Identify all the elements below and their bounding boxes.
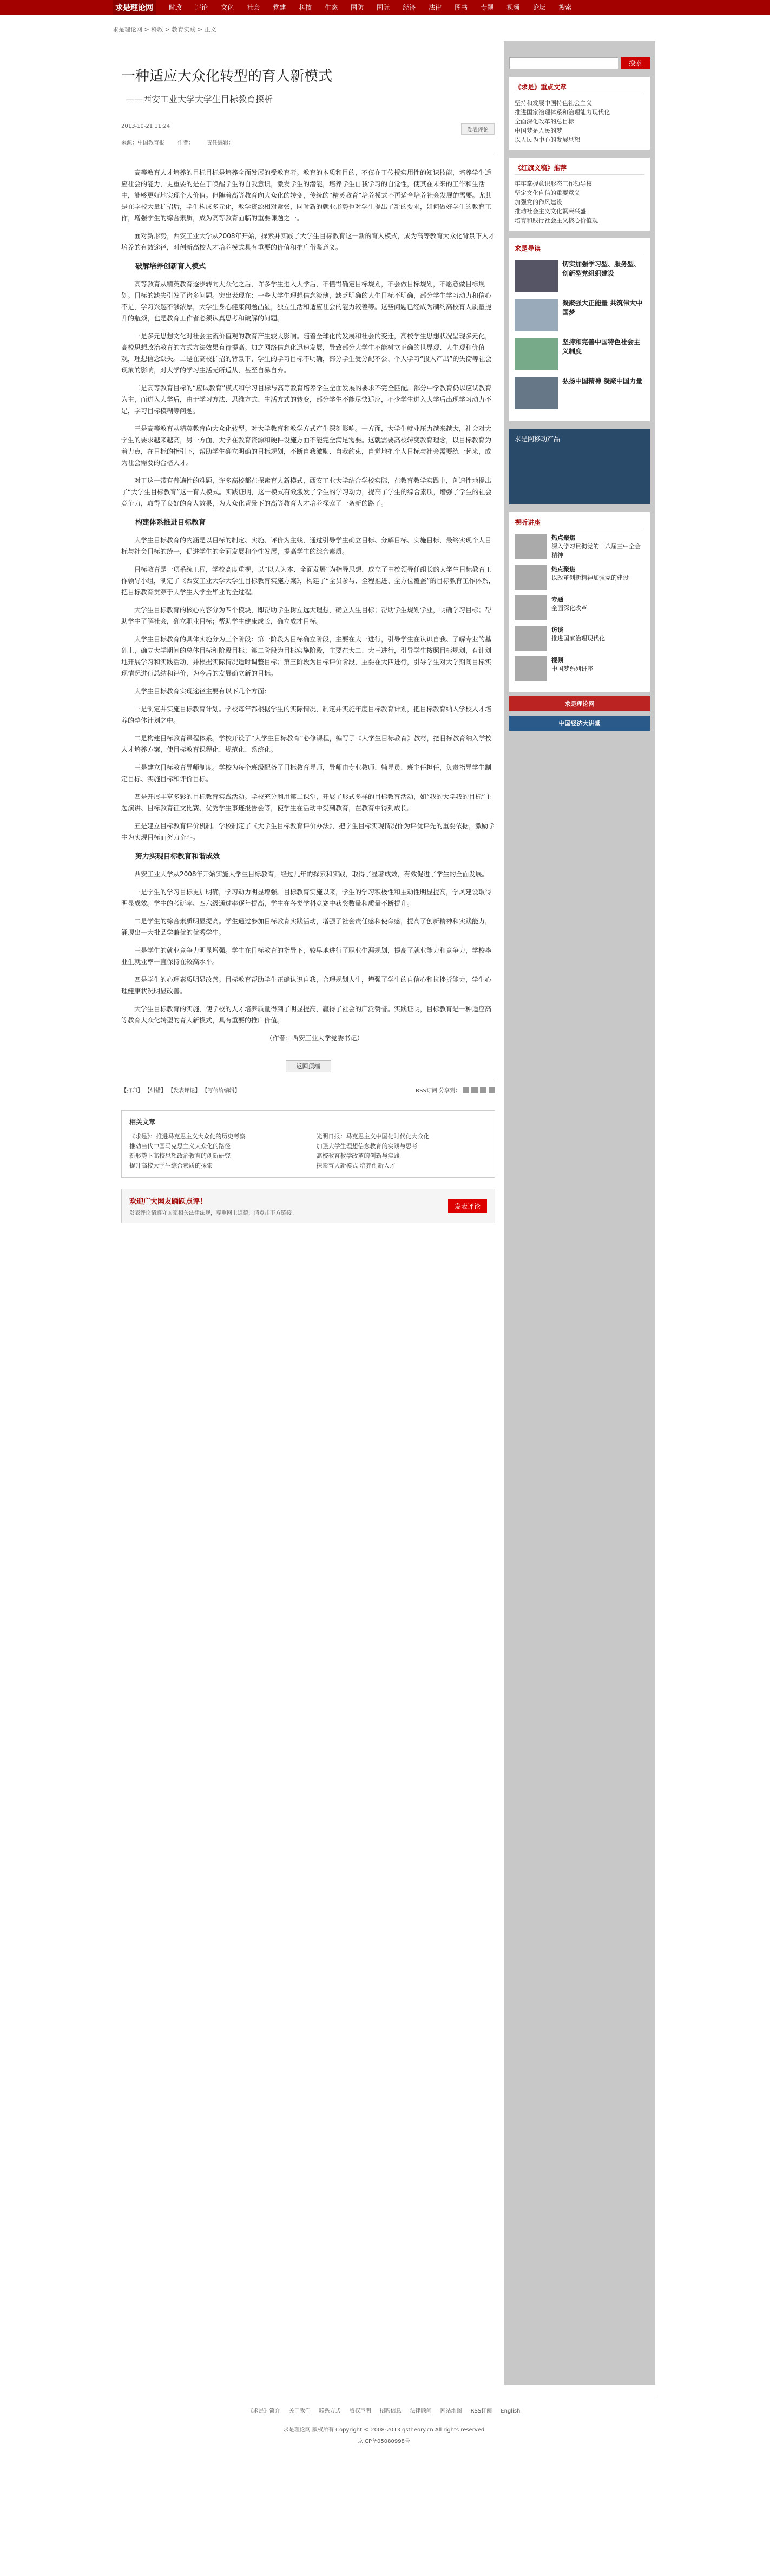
- nav-item[interactable]: 时政: [169, 4, 182, 11]
- video-item[interactable]: [515, 565, 644, 590]
- video-item[interactable]: [515, 626, 644, 651]
- guide-item[interactable]: [515, 299, 644, 331]
- block-title: 《红旗文稿》推荐: [515, 163, 644, 175]
- related-col-1: [129, 1132, 300, 1171]
- paragraph: 大学生目标教育实现途径主要有以下几个方面：: [134, 687, 271, 695]
- video-thumbnail[interactable]: [515, 534, 547, 559]
- related-articles: [121, 1110, 495, 1178]
- thumbnail-image[interactable]: [515, 299, 558, 331]
- paragraph: 面对新形势，西安工业大学从2008年开始，探索并实践了大学生目标教育这一新的育人模式，成为高等教育大众化背景下人才培养的有效途径，对创新高校人才培养模式具有重要的价值和推广借鉴意义。: [121, 232, 495, 251]
- video-category: 热点聚焦: [551, 566, 575, 573]
- footer-link[interactable]: 法律顾问: [410, 2408, 432, 2414]
- share-icon[interactable]: [489, 1087, 495, 1093]
- page-subtitle: ——西安工业大学大学生目标教育探析: [126, 94, 273, 104]
- nav-item[interactable]: 生态: [325, 4, 338, 11]
- video-text: [551, 656, 593, 681]
- video-category: 视频: [551, 657, 563, 664]
- thumbnail-image[interactable]: [515, 377, 558, 409]
- sidebar-link[interactable]: 以人民为中心的发展思想: [515, 136, 580, 143]
- icp-number: 京ICP备05080998号: [358, 2439, 410, 2444]
- video-thumbnail[interactable]: [515, 565, 547, 590]
- video-title: 以改革创新精神加强党的建设: [551, 574, 629, 581]
- share-bar: [416, 1086, 495, 1094]
- paragraph: 高等教育人才培养的目标目标是培养全面发展的受教育者。教育的本质和目的，不仅在于传授实用性的知识技能，培养学生适应社会的能力，更重要的是在于唤醒学生的自我意识，激发学生的潜能，培养学生自我学习的自觉性，使其在未来的工作和生活中，能够更好地实现个人价值。但随着高等教育向大众化的转变，传统的“精英教育”培养模式不再适合培养社会发展的需要。尤其是在学校大量扩招后，学生构成多元化，教学资源相对紧张，同时新的就业形势也对学生提出了新的要求，如何做好学生的教育工作，增强学生的综合素质，成为高等教育面临的重要课题之一。: [121, 169, 492, 222]
- paragraph: 一是多元思想文化对社会主流价值观的教育产生较大影响。随着全球化的发展和社会的变迁，高校学生思想状况呈现多元化，高校思想政治教育的方式方法效果有待提高。加之网络信息化迅速发展，导致部分大学生不能树立正确的世界观、人生观和价值观，理想信念缺失。二是在高校扩招的背景下，学生的学习目标不明确，部分学生受分配不公、个人学习“投入产出”的失衡等社会现象的影响，对大学的学习生活无所适从，甚至自暴自弃。: [121, 332, 492, 374]
- footer-links: [113, 2406, 655, 2414]
- paragraph: 五是建立目标教育评价机制。学校制定了《大学生目标教育评价办法》，把学生目标实现情况作为评优评先的重要依据，激励学生为实现目标而努力奋斗。: [121, 822, 495, 841]
- comment-button[interactable]: 发表评论: [461, 123, 495, 135]
- paragraph: 对于这一带有普遍性的难题，许多高校都在探索育人新模式，西安工业大学结合学校实际，在教育教学实践中，创造性地提出了“大学生目标教育”这一育人模式。实践证明，这一模式有效激发了学生的学习动力，提高了学生的综合素质，增强了学生的社会竞争力，取得了良好的育人效果，为大众化背景下的高等教育人才培养探索了一条新的路子。: [121, 477, 492, 507]
- paragraph: 高等教育从精英教育逐步转向大众化之后，许多学生进入大学后，不懂得确定目标规划，不会做目标规划，不愿意做目标规划。目标的缺失引发了诸多问题。突出表现在：一些大学生理想信念淡薄，缺乏明确的人生目标不明确，部分学生学习动力和信心不足，学习兴趣不够浓厚，大学生身心健康问题凸显，独立生活和适应社会的能力较差等。这些问题已经成为制约高校育人质量提升的瓶颈，也是教育工作者必须认真思考和破解的问题。: [121, 280, 492, 322]
- breadcrumb[interactable]: 求是理论网 > 科教 > 教育实践 > 正文: [113, 26, 216, 33]
- paragraph: 大学生目标教育的实施，使学校的人才培养质量得到了明显提高，赢得了社会的广泛赞誉。实践证明，目标教育是一种适应高等教育大众化转型的育人新模式，具有重要的推广价值。: [121, 1005, 492, 1024]
- video-category: 专题: [551, 596, 563, 603]
- article-tools: [121, 1081, 495, 1094]
- guide-item[interactable]: [515, 377, 644, 409]
- nav-item[interactable]: 搜索: [558, 4, 572, 11]
- article-source: [121, 138, 504, 146]
- related-link[interactable]: 光明日报：马克思主义中国化时代化大众化: [316, 1133, 430, 1140]
- video-text: [551, 534, 644, 560]
- sidebar-link[interactable]: 加强党的作风建设: [515, 199, 562, 206]
- guide-item[interactable]: [515, 260, 644, 292]
- banner[interactable]: 中国经济大讲堂: [509, 716, 650, 731]
- nav-item[interactable]: 视频: [506, 4, 520, 11]
- video-title: 全面深化改革: [551, 605, 587, 612]
- share-label: RSS订阅 分享到：: [416, 1088, 460, 1094]
- sidebar-link[interactable]: 坚持和发展中国特色社会主义: [515, 100, 592, 107]
- video-text: [551, 626, 605, 651]
- footer-link[interactable]: 《求是》简介: [247, 2408, 280, 2414]
- article-body: [121, 167, 495, 1044]
- related-col-2: [317, 1132, 488, 1171]
- promo-label: 求是网移动产品: [515, 435, 561, 443]
- thumbnail-image[interactable]: [515, 338, 558, 370]
- comment-sub: 发表评论请遵守国家相关法律法规，尊重网上道德，请点击下方链接。: [129, 1210, 297, 1216]
- paragraph: 三是学生的就业竞争力明显增强。学生在目标教育的指导下，较早地进行了职业生涯规划，提高了就业能力和竞争力，学校毕业生就业率一直保持在较高水平。: [121, 947, 492, 966]
- article-date: 2013-10-21 11:24: [121, 123, 170, 129]
- nav-item[interactable]: 科技: [299, 4, 312, 11]
- share-icon[interactable]: [480, 1087, 486, 1093]
- nav-item[interactable]: 党建: [273, 4, 286, 11]
- site-logo[interactable]: 求是理论网: [113, 0, 156, 15]
- search-input[interactable]: [509, 57, 618, 69]
- video-item[interactable]: [515, 656, 644, 681]
- related-link[interactable]: 高校教育教学改革的创新与实践: [316, 1152, 400, 1159]
- footer: [113, 2398, 655, 2444]
- page-title: 一种适应大众化转型的育人新模式: [121, 68, 333, 84]
- paragraph: 二是高等教育目标的“应试教育”模式和学习目标与高等教育培养学生全面发展的要求不完全匹配。部分中学教育仍以应试教育为主，而进入大学后，由于学习方法、思维方式、生活方式的转变，部分学生不能尽快适应，不少学生进入大学后出现学习动力不足，学习目标模糊等问题。: [121, 384, 492, 415]
- share-icon[interactable]: [463, 1087, 469, 1093]
- video-thumbnail[interactable]: [515, 656, 547, 681]
- source-label: 来源：中国教育报: [121, 140, 164, 146]
- guide-item-title: 弘扬中国精神 凝聚中国力量: [562, 377, 643, 385]
- tool-links[interactable]: 【打印】 【纠错】 【发表评论】 【写信给编辑】: [121, 1088, 240, 1094]
- link-list: [515, 99, 644, 145]
- section-heading: 破解培养创新育人模式: [135, 263, 206, 271]
- back-to-top-button[interactable]: 返回顶端: [286, 1060, 331, 1072]
- post-comment-button[interactable]: 发表评论: [448, 1199, 487, 1213]
- paragraph: 一是学生的学习目标更加明确，学习动力明显增强。目标教育实施以来，学生的学习积极性和主动性明显提高，学风建设取得明显成效。学生的考研率、四六级通过率逐年提高，学生在各类学科竞赛中获奖数量和质量不断提升。: [121, 888, 492, 907]
- nav-item[interactable]: 法律: [429, 4, 442, 11]
- sidebar-block-qiushi: [509, 77, 650, 150]
- video-text: [551, 565, 629, 590]
- comment-box: [121, 1189, 495, 1223]
- related-link[interactable]: 新形势下高校思想政治教育的创新研究: [129, 1152, 231, 1159]
- banner[interactable]: 求是理论网: [509, 696, 650, 711]
- video-text: [551, 595, 587, 620]
- sidebar: [504, 41, 655, 2385]
- related-link[interactable]: 推动当代中国马克思主义大众化的路径: [129, 1143, 231, 1150]
- video-list: [515, 534, 644, 681]
- guide-list: [515, 260, 644, 409]
- sidebar-block-guide: [509, 238, 650, 421]
- nav-item[interactable]: 国防: [351, 4, 364, 11]
- mobile-promo[interactable]: [509, 429, 650, 504]
- paragraph: 大学生目标教育的核心内容分为四个模块，即帮助学生树立远大理想，确立人生目标；帮助学生规划学业，明确学习目标；帮助学生了解社会，确立职业目标；帮助学生健康成长，确立成才目标。: [121, 606, 492, 625]
- search-bar: [509, 57, 650, 69]
- sidebar-block-video: [509, 512, 650, 692]
- related-link[interactable]: 加强大学生理想信念教育的实践与思考: [316, 1143, 418, 1150]
- video-title: 深入学习贯彻党的十八届三中全会精神: [551, 543, 641, 559]
- main-content: [113, 41, 504, 1223]
- sidebar-link[interactable]: 全面深化改革的总目标: [515, 118, 574, 125]
- sidebar-link[interactable]: 牢牢掌握意识形态工作领导权: [515, 180, 592, 187]
- footer-link[interactable]: 联系方式: [319, 2408, 341, 2414]
- author-label: 作者：: [177, 140, 194, 146]
- footer-link[interactable]: 网站地图: [440, 2408, 462, 2414]
- section-heading: 构建体系推进目标教育: [135, 519, 206, 527]
- sidebar-link[interactable]: 中国梦是人民的梦: [515, 127, 562, 134]
- block-title: 求是导读: [515, 244, 644, 255]
- footer-link[interactable]: 招聘信息: [379, 2408, 402, 2414]
- footer-link[interactable]: 版权声明: [349, 2408, 371, 2414]
- related-link[interactable]: 提升高校大学生综合素质的探索: [129, 1162, 213, 1169]
- block-title: 《求是》重点文章: [515, 82, 644, 94]
- section-heading: 努力实现目标教育和谐成效: [135, 853, 220, 861]
- nav-item[interactable]: 评论: [195, 4, 208, 11]
- nav-item[interactable]: 专题: [481, 4, 494, 11]
- nav-item[interactable]: 论坛: [532, 4, 546, 11]
- guide-item-title: 切实加强学习型、服务型、创新型党组织建设: [562, 260, 641, 277]
- paragraph: 一是制定并实施目标教育计划。学校每年都根据学生的实际情况，制定并实施年度目标教育计划，把目标教育纳入学校人才培养的整体计划之中。: [121, 705, 492, 724]
- video-item[interactable]: [515, 534, 644, 560]
- footer-link[interactable]: RSS订阅: [470, 2408, 492, 2414]
- related-title: 相关文章: [129, 1118, 156, 1126]
- guide-item-title: 凝聚强大正能量 共筑伟大中国梦: [562, 299, 643, 316]
- related-link[interactable]: 探索育人新模式 培养创新人才: [316, 1162, 396, 1169]
- sidebar-link[interactable]: 推动社会主义文化繁荣兴盛: [515, 208, 586, 215]
- video-category: 访谈: [551, 626, 563, 633]
- sidebar-link[interactable]: 推进国家治理体系和治理能力现代化: [515, 109, 610, 116]
- paragraph: 西安工业大学从2008年开始实施大学生目标教育，经过几年的探索和实践，取得了显著成效，有效促进了学生的全面发展。: [134, 870, 489, 878]
- top-nav-bar: [0, 0, 770, 15]
- guide-item[interactable]: [515, 338, 644, 370]
- paragraph: 二是构建目标教育课程体系。学校开设了“大学生目标教育”必修课程，编写了《大学生目标教育》教材，把目标教育纳入学校人才培养方案，使目标教育课程化、规范化、系统化。: [121, 735, 492, 753]
- sidebar-link[interactable]: 培育和践行社会主义核心价值观: [515, 217, 598, 224]
- copyright: 求是理论网 版权所有 Copyright © 2008-2013 qstheory.cn All rights reserved: [283, 2427, 485, 2433]
- footer-link[interactable]: 关于我们: [288, 2408, 311, 2414]
- paragraph: 四是开展丰富多彩的目标教育实践活动。学校充分利用第二课堂，开展了形式多样的目标教育活动，如“我的大学我的目标”主题演讲、目标教育征文比赛、优秀学生事迹报告会等，使学生在活动中受到教育，在教育中得到成长。: [121, 793, 492, 812]
- paragraph: 三是建立目标教育导师制度。学校为每个班级配备了目标教育导师，导师由专业教师、辅导员、班主任担任，负责指导学生制定目标、实施目标和评价目标。: [121, 764, 492, 783]
- video-thumbnail[interactable]: [515, 626, 547, 651]
- main-nav: [162, 0, 578, 15]
- sidebar-link[interactable]: 坚定文化自信的重要意义: [515, 189, 580, 196]
- paragraph: 大学生目标教育的内涵是以目标的制定、实施、评价为主线，通过引导学生确立目标、分解目标、实施目标，最终实现个人目标与社会目标的统一，促进学生的全面发展和个性发展，提高学生的综合素质。: [121, 536, 492, 555]
- video-title: 推进国家治理现代化: [551, 635, 605, 642]
- paragraph: 四是学生的心理素质明显改善。目标教育帮助学生正确认识自我，合理规划人生，增强了学生的自信心和抗挫折能力，学生心理健康状况明显改善。: [121, 976, 492, 995]
- video-thumbnail[interactable]: [515, 595, 547, 620]
- block-title: 视听讲座: [515, 517, 644, 529]
- article-meta: [121, 123, 495, 135]
- search-button[interactable]: 搜索: [621, 57, 650, 69]
- nav-item[interactable]: 经济: [403, 4, 416, 11]
- nav-item[interactable]: 国际: [377, 4, 390, 11]
- banner-list: [509, 696, 650, 731]
- paragraph: 三是高等教育从精英教育向大众化转型。对大学教育和教学方式产生深刻影响。一方面，大学生就业压力越来越大，社会对大学生的要求越来越高，另一方面，大学在教育资源和硬件设施方面不能完全满足需要。这就需要高校转变教育理念，以目标教育为着力点，在目标的指引下，帮助学生确立明确的目标规划，不断自我激励、自我约束，自觉地把个人目标与社会需要统一起来，成为社会需要的合格人才。: [121, 425, 492, 467]
- thumbnail-image[interactable]: [515, 260, 558, 292]
- editor-label: 责任编辑：: [207, 140, 234, 146]
- video-item[interactable]: [515, 595, 644, 620]
- paragraph: 二是学生的综合素质明显提高。学生通过参加目标教育实践活动，增强了社会责任感和使命感，提高了创新精神和实践能力，涌现出一大批品学兼优的优秀学生。: [121, 917, 492, 936]
- related-link[interactable]: 《求是》：推进马克思主义大众化的历史考察: [129, 1133, 246, 1140]
- footer-link[interactable]: English: [501, 2408, 521, 2414]
- nav-item[interactable]: 社会: [247, 4, 260, 11]
- nav-item[interactable]: 文化: [221, 4, 234, 11]
- nav-item[interactable]: 图书: [455, 4, 468, 11]
- guide-item-title: 坚持和完善中国特色社会主义制度: [562, 338, 641, 355]
- comment-title: 欢迎广大网友踊跃点评！: [129, 1198, 207, 1206]
- paragraph: 大学生目标教育的具体实施分为三个阶段：第一阶段为目标确立阶段，主要在大一进行，引导学生在认识自我、了解专业的基础上，确立大学期间的总体目标和阶段目标；第二阶段为目标实施阶段，主要在大二、大三进行，引导学生按照目标规划，有计划地开展学习和实践活动，并根据实际情况适时调整目标；第三阶段为目标评价阶段，主要在大四进行，引导学生对大学期间目标实现情况进行总结和评价，为今后的发展确立新的目标。: [121, 635, 492, 677]
- sidebar-block-hongqi: [509, 158, 650, 231]
- share-icon[interactable]: [471, 1087, 478, 1093]
- article-author: （作者：西安工业大学党委书记）: [266, 1034, 364, 1042]
- video-title: 中国梦系列讲座: [551, 665, 593, 672]
- paragraph: 目标教育是一项系统工程，学校高度重视，以“以人为本、全面发展”为指导思想，成立了由校领导任组长的大学生目标教育工作领导小组，制定了《西安工业大学大学生目标教育实施方案》，构建了“全员参与、全程推进、全方位覆盖”的目标教育工作体系，把目标教育贯穿于大学生入学至毕业的全过程。: [121, 566, 495, 596]
- video-category: 热点聚焦: [551, 534, 575, 541]
- link-list: [515, 179, 644, 225]
